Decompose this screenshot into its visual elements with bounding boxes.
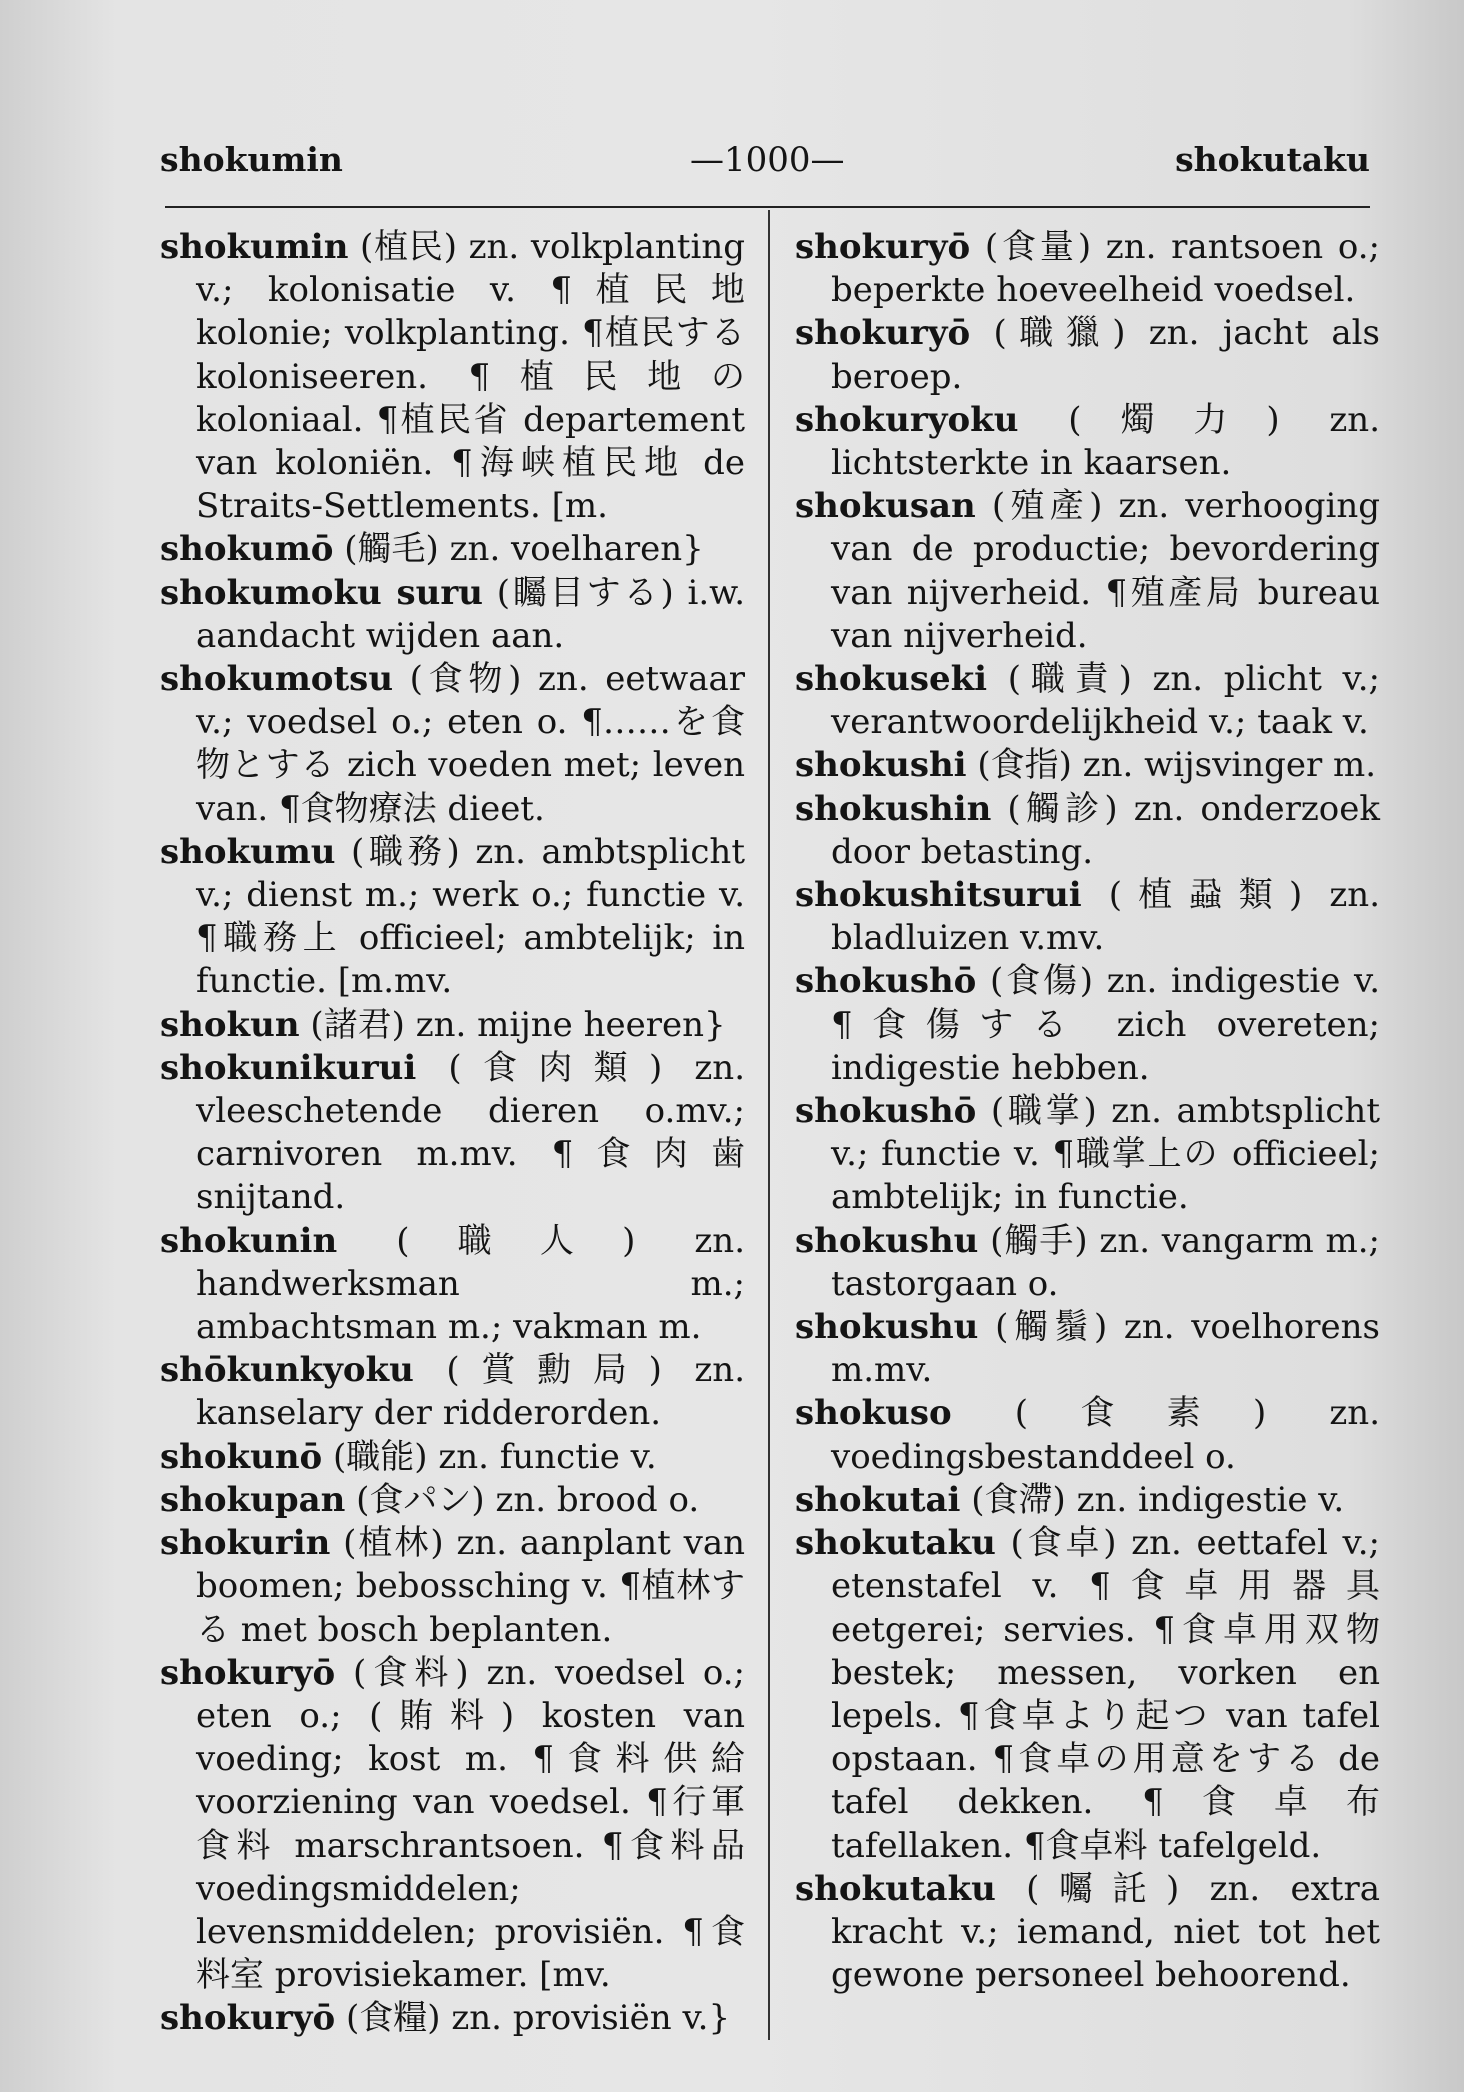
headword: shokuryō [160, 1652, 336, 1693]
dictionary-entry [160, 1436, 745, 1479]
dictionary-entry [795, 1392, 1380, 1478]
dictionary-entry [160, 1047, 745, 1220]
headword: shokumō [160, 529, 334, 570]
definition: (職責) zn. plicht v.; verantwoordelijkheid v.; taak v. [831, 659, 1380, 743]
headword: shokutai [795, 1479, 961, 1520]
page-header [160, 140, 1370, 180]
dictionary-entry [160, 1479, 745, 1522]
dictionary-entry [795, 1220, 1380, 1306]
dictionary-entry [795, 874, 1380, 960]
dictionary-entry [795, 226, 1380, 312]
definition: (食パン) zn. brood o. [345, 1479, 700, 1520]
headword: shokuryō [795, 227, 971, 267]
header-first-entry: shokumin [160, 140, 343, 179]
headword: shokushi [795, 745, 967, 786]
headword: shokunin [160, 1220, 338, 1261]
definition: (殖產) zn. verhooging van de productie; bevordering van nijverheid. ¶殖產局 bureau van nijverheid. [831, 486, 1380, 656]
definition: (燭力) zn. lichtsterkte in kaarsen. [831, 399, 1380, 484]
headword: shokumotsu [160, 659, 394, 700]
headword: shokushō [795, 961, 977, 1002]
definition: (食傷) zn. indigestie v. ¶食傷する zich overeten; indigestie hebben. [831, 961, 1380, 1088]
definition: (職掌) zn. ambtsplicht v.; functie v. ¶職掌上の officieel; ambtelijk; in functie. [831, 1091, 1380, 1218]
definition: (食卓) zn. eettafel v.; etenstafel v. ¶食卓用器具 eetgerei; servies. ¶食卓用双物 bestek; messen, vorken en lepels. ¶食卓より起つ van tafel opstaan. ¶食卓の用意をする de tafel dekken. ¶食卓布 tafellaken. ¶食卓料 tafelgeld. [831, 1523, 1380, 1866]
definition: (諸君) zn. mijne heeren} [299, 1004, 726, 1045]
headword: shokurin [160, 1523, 331, 1564]
definition: (食肉類) zn. vleeschetende dieren o.mv.; carnivoren m.mv. ¶食肉歯 snijtand. [196, 1047, 745, 1218]
definition: (植民) zn. volkplanting v.; kolonisatie v. ¶植民地 kolonie; volkplanting. ¶植民する koloniseeren. ¶植民地の koloniaal. ¶植民省 departement van koloniën. ¶海峡植民地 de Straits-Settlements. [m. [196, 227, 745, 527]
dictionary-entry [795, 1522, 1380, 1868]
dictionary-entry [795, 658, 1380, 744]
headword: shokumin [160, 227, 349, 267]
headword: shokumu [160, 831, 336, 872]
dictionary-entry [160, 1522, 745, 1652]
dictionary-entry [795, 744, 1380, 787]
definition: (職能) zn. functie v. [322, 1436, 657, 1477]
dictionary-entry [160, 226, 745, 528]
dictionary-entry [160, 1349, 745, 1435]
definition: (食物) zn. eetwaar v.; voedsel o.; eten o. ¶……を食物とする zich voeden met; leven van. ¶食物療法 dieet. [196, 659, 745, 829]
dictionary-entry [160, 1220, 745, 1350]
dictionary-entry [160, 658, 745, 831]
dictionary-entry [160, 1997, 745, 2040]
definition: (觸毛) zn. voelharen} [333, 529, 704, 570]
definition: (職獵) zn. jacht als beroep. [831, 313, 1380, 397]
headword: shokunikurui [160, 1047, 417, 1088]
header-last-entry: shokutaku [1175, 140, 1370, 179]
headword: shokushō [795, 1091, 977, 1132]
dictionary-entry [795, 788, 1380, 874]
headword: shokutaku [795, 1868, 996, 1909]
definition: (觸診) zn. onderzoek door betasting. [831, 788, 1380, 872]
headword: shokusan [795, 486, 976, 527]
headword: shokuseki [795, 659, 988, 700]
headword: shōkunkyoku [160, 1350, 414, 1391]
headword: shokumoku suru [160, 572, 483, 613]
headword: shokushu [795, 1307, 979, 1348]
dictionary-entry [795, 960, 1380, 1090]
dictionary-entry [795, 485, 1380, 658]
dictionary-entry [795, 312, 1380, 398]
header-rule [165, 206, 1370, 208]
headword: shokunō [160, 1436, 323, 1477]
dictionary-entry [795, 1090, 1380, 1220]
definition: (植蝨類) zn. bladluizen v.mv. [831, 875, 1380, 959]
right-column [795, 226, 1380, 1997]
headword: shokushin [795, 788, 992, 829]
dictionary-entry [795, 399, 1380, 485]
definition: (食料) zn. voedsel o.; eten o.; (賄料) kosten van voeding; kost m. ¶食料供給 voorziening van voedsel. ¶行軍食料 marschrantsoen. ¶食料品 voedingsmiddelen; levensmiddelen; provisiën. ¶食料室 provisiekamer. [mv. [196, 1652, 745, 1996]
headword: shokuryoku [795, 399, 1019, 440]
headword: shokushu [795, 1220, 979, 1261]
definition: (職人) zn. handwerksman m.; ambachtsman m.; vakman m. [196, 1220, 745, 1348]
page-number: —1000— [690, 140, 845, 180]
dictionary-entry [160, 572, 745, 658]
headword: shokun [160, 1004, 300, 1045]
headword: shokuryō [160, 1998, 336, 2039]
definition: (食糧) zn. provisiën v.} [335, 1998, 731, 2039]
dictionary-entry [160, 831, 745, 1004]
definition: (觸鬚) zn. voelhorens m.mv. [831, 1307, 1380, 1391]
left-column [160, 226, 745, 2041]
definition: (植林) zn. aanplant van boomen; bebossching v. ¶植林する met bosch beplanten. [196, 1523, 745, 1650]
definition: (觸手) zn. vangarm m.; tastorgaan o. [831, 1220, 1380, 1304]
definition: (矚目する) i.w. aandacht wijden aan. [196, 572, 746, 656]
headword: shokutaku [795, 1523, 996, 1564]
dictionary-entry [795, 1306, 1380, 1392]
definition: (囑託) zn. extra kracht v.; iemand, niet tot het gewone personeel behoorend. [831, 1868, 1380, 1996]
headword: shokushitsurui [795, 875, 1082, 916]
definition: (賞勳局) zn. kanselary der ridderorden. [196, 1350, 745, 1434]
definition: (食指) zn. wijsvinger m. [966, 745, 1377, 786]
definition: (食素) zn. voedingsbestanddeel o. [831, 1393, 1380, 1477]
definition: (食量) zn. rantsoen o.; beperkte hoeveelheid voedsel. [831, 227, 1380, 311]
dictionary-entry [160, 528, 745, 571]
dictionary-entry [795, 1479, 1380, 1522]
column-divider [768, 210, 770, 2040]
headword: shokupan [160, 1479, 346, 1520]
dictionary-entry [795, 1868, 1380, 1998]
dictionary-entry [160, 1004, 745, 1047]
headword: shokuso [795, 1393, 952, 1434]
definition: (食滯) zn. indigestie v. [960, 1479, 1345, 1520]
headword: shokuryō [795, 313, 971, 354]
dictionary-entry [160, 1652, 745, 1998]
definition: (職務) zn. ambtsplicht v.; dienst m.; werk o.; functie v. ¶職務上 officieel; ambtelijk; in functie. [m.mv. [196, 831, 745, 1002]
